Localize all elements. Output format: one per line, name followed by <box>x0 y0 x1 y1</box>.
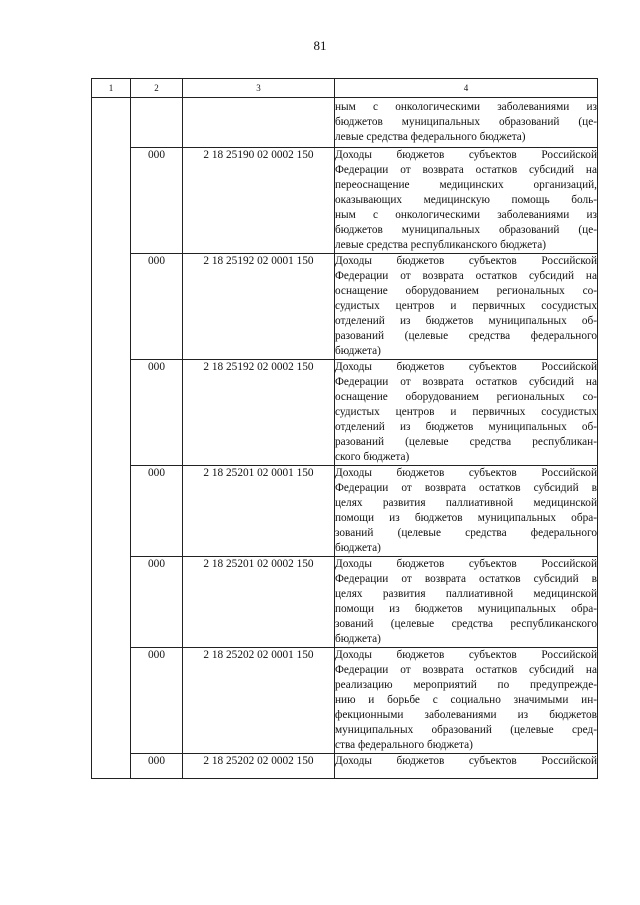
admin-code-cell: 000 <box>131 557 183 648</box>
description-line: Федерации от возврата остатков субсидий в <box>335 573 597 585</box>
description-line: Доходы бюджетов субъектов Российской <box>335 467 597 479</box>
kbk-code-cell: 2 18 25192 02 0002 150 <box>183 360 335 466</box>
description-line: Федерации от возврата остатков субсидий на <box>335 164 597 176</box>
kbk-code-cell: 2 18 25201 02 0002 150 <box>183 557 335 648</box>
description-line: бюджета) <box>335 542 381 554</box>
description-line: целях развития паллиативной медицинской <box>335 497 597 509</box>
description-line: Федерации от возврата остатков субсидий на <box>335 376 597 388</box>
description-line: Доходы бюджетов субъектов Российской <box>335 255 597 267</box>
description-line: помощи из бюджетов муниципальных обра- <box>335 512 597 524</box>
description-line: оснащение оборудованием региональных со- <box>335 285 597 297</box>
description-line: муниципальных образований (целевые сред- <box>335 724 597 736</box>
description-line: бюджета) <box>335 633 381 645</box>
description-line: ского бюджета) <box>335 451 410 463</box>
description-cell <box>335 557 598 648</box>
description-line: отделений из бюджетов муниципальных об- <box>335 421 597 433</box>
table-row <box>92 254 598 360</box>
description-line: Федерации от возврата остатков субсидий в <box>335 482 597 494</box>
page-number: 81 <box>313 38 327 53</box>
admin-code-cell: 000 <box>131 466 183 557</box>
description-line: разований (целевые средства федерального <box>335 330 597 342</box>
description-line: левые средства республиканского бюджета) <box>335 239 546 251</box>
description-line: зований (целевые средства федерального <box>335 527 597 539</box>
description-line: судистых центров и первичных сосудистых <box>335 406 597 418</box>
kbk-code-cell: 2 18 25190 02 0002 150 <box>183 148 335 254</box>
description-line: левые средства федерального бюджета) <box>335 131 526 143</box>
description-line: нию и борьбе с социально значимыми ин- <box>335 694 597 706</box>
description-line: ства федерального бюджета) <box>335 739 473 751</box>
description-line: оказывающих медицинскую помощь боль- <box>335 194 597 206</box>
admin-code-cell: 000 <box>131 360 183 466</box>
description-line: оснащение оборудованием региональных со- <box>335 391 597 403</box>
description-line: целях развития паллиативной медицинской <box>335 588 597 600</box>
description-line: зований (целевые средства республиканского <box>335 618 597 630</box>
description-cell <box>335 466 598 557</box>
table-header-row <box>92 79 598 98</box>
column-header-3: 3 <box>183 79 335 98</box>
description-line: разований (целевые средства республикан- <box>335 436 597 448</box>
description-line: ным с онкологическими заболеваниями из <box>335 101 597 113</box>
kbk-code-cell: 2 18 25192 02 0001 150 <box>183 254 335 360</box>
description-line: бюджетов муниципальных образований (це- <box>335 116 597 128</box>
description-cell <box>335 754 598 779</box>
table-body <box>92 98 598 779</box>
column-header-4: 4 <box>335 79 598 98</box>
description-line: фекционными заболеваниями из бюджетов <box>335 709 597 721</box>
description-cell <box>335 98 598 148</box>
description-cell <box>335 254 598 360</box>
admin-code-cell <box>131 98 183 148</box>
description-line: Доходы бюджетов субъектов Российской <box>335 649 597 661</box>
admin-code-cell: 000 <box>131 648 183 754</box>
admin-code-cell: 000 <box>131 148 183 254</box>
description-cell <box>335 148 598 254</box>
kbk-code-cell: 2 18 25201 02 0001 150 <box>183 466 335 557</box>
kbk-code-cell: 2 18 25202 02 0002 150 <box>183 754 335 779</box>
description-line: отделений из бюджетов муниципальных об- <box>335 315 597 327</box>
table-row <box>92 754 598 779</box>
description-cell <box>335 648 598 754</box>
table-row <box>92 648 598 754</box>
table-row-continuation <box>92 98 598 148</box>
description-line: помощи из бюджетов муниципальных обра- <box>335 603 597 615</box>
admin-code-cell: 000 <box>131 254 183 360</box>
table-row <box>92 148 598 254</box>
budget-classification-table <box>91 78 598 779</box>
description-cell <box>335 360 598 466</box>
description-line: Доходы бюджетов субъектов Российской <box>335 149 597 161</box>
description-line: переоснащение медицинских организаций, <box>335 179 597 191</box>
description-line: Федерации от возврата остатков субсидий на <box>335 664 597 676</box>
description-line: Федерации от возврата остатков субсидий на <box>335 270 597 282</box>
description-line: бюджета) <box>335 345 381 357</box>
column-1-cell <box>92 98 131 779</box>
description-line: Доходы бюджетов субъектов Российской <box>335 558 597 570</box>
table-row <box>92 360 598 466</box>
kbk-code-cell: 2 18 25202 02 0001 150 <box>183 648 335 754</box>
admin-code-cell: 000 <box>131 754 183 779</box>
description-line: Доходы бюджетов субъектов Российской <box>335 755 597 767</box>
kbk-code-cell <box>183 98 335 148</box>
column-header-2: 2 <box>131 79 183 98</box>
description-line: судистых центров и первичных сосудистых <box>335 300 597 312</box>
description-line: Доходы бюджетов субъектов Российской <box>335 361 597 373</box>
table-row <box>92 466 598 557</box>
column-header-1: 1 <box>92 79 131 98</box>
description-line: бюджетов муниципальных образований (це- <box>335 224 597 236</box>
description-line: ным с онкологическими заболеваниями из <box>335 209 597 221</box>
table-row <box>92 557 598 648</box>
description-line: реализацию мероприятий по предупрежде- <box>335 679 597 691</box>
